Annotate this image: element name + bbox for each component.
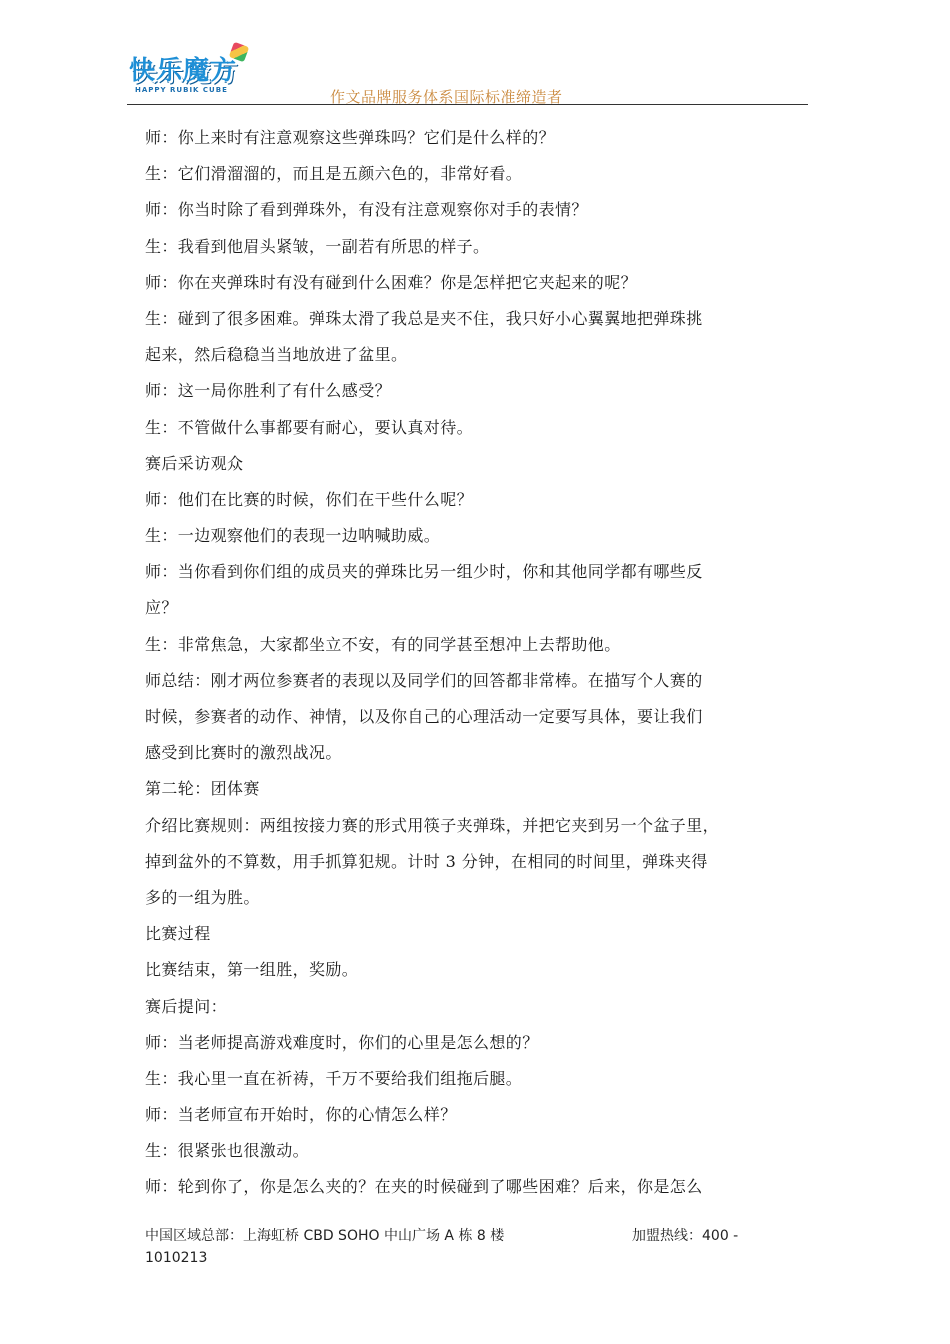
text-line: 多的一组为胜。	[145, 887, 260, 907]
section-heading: 比赛过程	[145, 924, 211, 944]
text-line: 师：当老师宣布开始时，你的心情怎么样？	[145, 1105, 457, 1125]
text-line: 师：他们在比赛的时候，你们在干些什么呢？	[145, 489, 474, 509]
text-line: 师：你在夹弹珠时有没有碰到什么困难？你是怎样把它夹起来的呢？	[145, 272, 638, 292]
text-line: 师：轮到你了，你是怎么夹的？在夹的时候碰到了哪些困难？后来，你是怎么	[145, 1177, 703, 1197]
logo-text: 快乐魔方	[129, 56, 238, 86]
text-line: 生：我心里一直在祈祷，千万不要给我们组拖后腿。	[145, 1068, 523, 1088]
text-line: 生：非常焦急，大家都坐立不安，有的同学甚至想冲上去帮助他。	[145, 634, 621, 654]
text-line: 生：不管做什么事都要有耐心，要认真对待。	[145, 417, 474, 437]
text-line: 生：一边观察他们的表现一边呐喊助威。	[145, 526, 441, 546]
text-line: 生：碰到了很多困难。弹珠太滑了我总是夹不住，我只好小心翼翼地把弹珠挑	[145, 308, 703, 328]
text-line: 生：我看到他眉头紧皱，一副若有所思的样子。	[145, 236, 490, 256]
header-tagline: 作文品牌服务体系国际标准缔造者	[330, 88, 563, 106]
section-heading: 赛后采访观众	[145, 453, 244, 473]
footer-address: 中国区域总部：上海虹桥 CBD SOHO 中山广场 A 栋 8 楼	[145, 1228, 505, 1244]
footer-hotline-number: 1010213	[145, 1250, 208, 1266]
text-line: 师总结：刚才两位参赛者的表现以及同学们的回答都非常棒。在描写个人赛的	[145, 670, 703, 690]
logo-subtitle: HAPPY RUBIK CUBE	[135, 86, 228, 94]
section-heading: 第二轮：团体赛	[145, 779, 260, 799]
text-line: 师：你上来时有注意观察这些弹珠吗？它们是什么样的？	[145, 128, 556, 147]
text-line: 师：你当时除了看到弹珠外，有没有注意观察你对手的表情？	[145, 200, 588, 220]
footer-hotline: 加盟热线：400 -	[632, 1228, 739, 1244]
text-line: 时候，参赛者的动作、神情，以及你自己的心理活动一定要写具体，要让我们	[145, 707, 703, 726]
text-line: 生：很紧张也很激动。	[145, 1141, 310, 1161]
section-heading: 赛后提问：	[145, 996, 228, 1016]
text-line: 应？	[145, 598, 178, 618]
text-line: 感受到比赛时的激烈战况。	[145, 743, 342, 763]
text-line: 起来，然后稳稳当当地放进了盆里。	[145, 345, 408, 365]
text-line: 师：这一局你胜利了有什么感受？	[145, 381, 392, 401]
page-header	[127, 44, 808, 108]
document-body	[145, 120, 810, 1206]
text-line: 比赛结束，第一组胜，奖励。	[145, 960, 359, 980]
text-line: 生：它们滑溜溜的，而且是五颜六色的，非常好看。	[145, 164, 523, 184]
text-line: 师：当你看到你们组的成员夹的弹珠比另一组少时，你和其他同学都有哪些反	[145, 562, 703, 582]
text-line: 师：当老师提高游戏难度时，你们的心里是怎么想的？	[145, 1032, 539, 1052]
header-divider	[127, 104, 808, 105]
brand-logo	[127, 44, 262, 102]
text-line: 掉到盆外的不算数，用手抓算犯规。计时 3 分钟，在相同的时间里，弹珠夹得	[145, 851, 708, 871]
text-line: 介绍比赛规则：两组按接力赛的形式用筷子夹弹珠，并把它夹到另一个盆子里，	[145, 815, 720, 835]
